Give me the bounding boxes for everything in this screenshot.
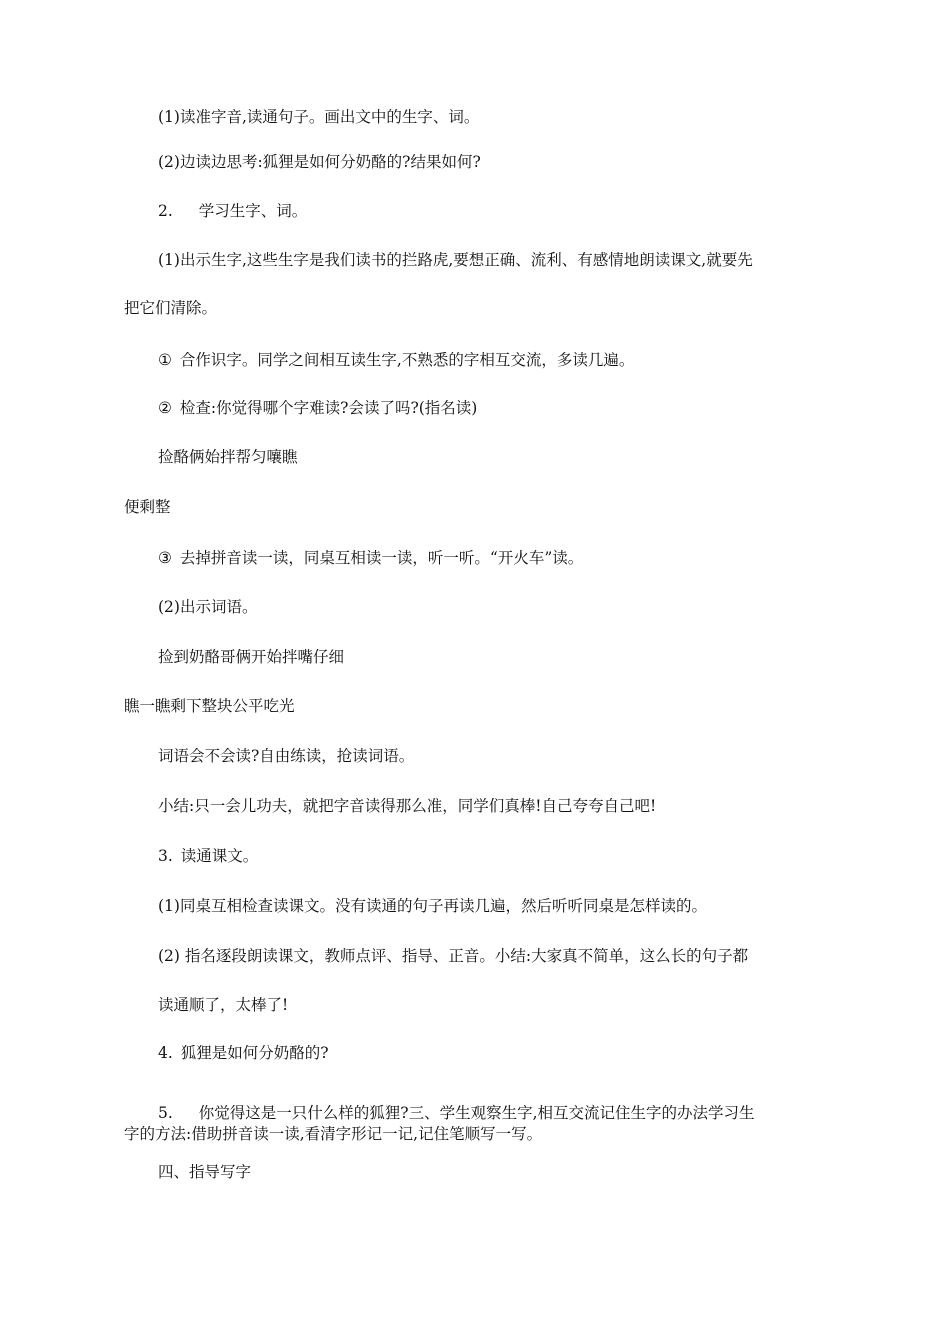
line-text: 去掉拼音读一读，同桌互相读一读，听一听。“开火车”读。 [179,549,584,567]
text-line [158,107,479,127]
text-line [124,1124,542,1144]
circled-item [158,548,583,568]
line-text: (2) 指名逐段朗读课文，教师点评、指导、正音。小结:大家真不简单，这么长的句子都 [158,947,749,965]
text-line [158,796,656,816]
text-line [124,696,295,716]
circled-item [158,350,634,370]
numbered-heading [158,201,307,221]
line-text: 读通课文。 [180,847,259,865]
line-text: 便剩整 [124,498,171,516]
line-text: (2)出示词语。 [158,598,258,616]
circle-marker: ③ [158,549,172,567]
line-text: 狐狸是如何分奶酪的? [180,1044,329,1062]
list-number: 2. [158,202,173,220]
line-text: 小结:只一会儿功夫，就把字音读得那么准，同学们真棒!自己夸夸自己吧! [158,797,657,815]
line-text: (2)边读边思考:狐狸是如何分奶酪的?结果如何? [158,153,481,171]
line-text: 词语会不会读?自由练读，抢读词语。 [158,747,415,765]
line-text: 瞧一瞧剩下整块公平吃光 [124,697,295,715]
section-heading [158,1162,251,1182]
line-text: 学习生字、词。 [198,202,308,220]
text-line [158,597,257,617]
text-line [124,298,217,318]
text-line [158,746,414,766]
line-text: 捡酪俩始拌帮匀嚷瞧 [158,448,298,466]
line-text: (1)同桌互相检查读课文。没有读通的句子再读几遍，然后听听同桌是怎样读的。 [158,897,707,915]
line-text: 四、指导写字 [158,1163,252,1181]
numbered-paragraph [158,1103,755,1123]
list-number: 4. [158,1044,173,1062]
list-number: 5. [158,1104,173,1122]
line-text: 读通顺了，太棒了! [158,996,289,1014]
circle-marker: ② [158,399,172,417]
numbered-heading [158,846,258,866]
line-text: 你觉得这是一只什么样的狐狸?三、学生观察生字,相互交流记住生字的办法学习生 [198,1104,755,1122]
text-line [158,896,707,916]
text-line [158,250,753,270]
list-number: 3. [158,847,173,865]
line-text: 把它们清除。 [124,299,218,317]
circled-item [158,398,477,418]
line-text: 捡到奶酪哥俩开始拌嘴仔细 [158,648,345,666]
text-line [158,995,288,1015]
text-line [158,647,344,667]
line-text: 检查:你觉得哪个字难读?会读了吗?(指名读) [179,399,478,417]
line-text: (1)出示生字,这些生字是我们读书的拦路虎,要想正确、流利、有感情地朗读课文,就要先 [158,251,753,269]
text-line [158,447,298,467]
line-text: (1)读准字音,读通句子。画出文中的生字、词。 [158,108,480,126]
line-text: 合作识字。同学之间相互读生字,不熟悉的字相互交流，多读几遍。 [179,351,635,369]
numbered-heading [158,1043,329,1063]
text-line [158,946,748,966]
text-line [158,152,481,172]
circle-marker: ① [158,351,172,369]
line-text: 字的方法:借助拼音读一读,看清字形记一记,记住笔顺写一写。 [124,1125,543,1143]
text-line [124,497,171,517]
